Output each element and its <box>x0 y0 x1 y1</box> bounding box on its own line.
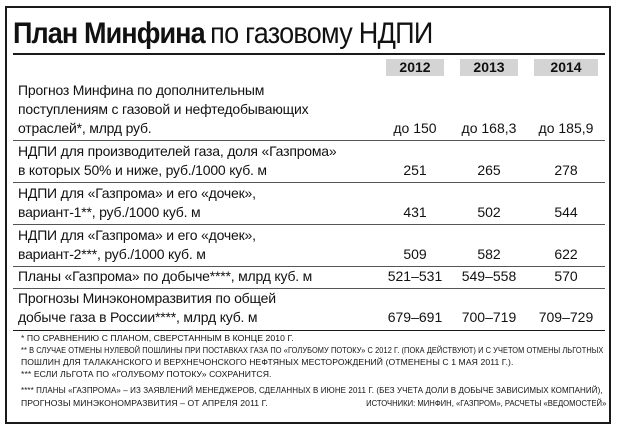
row-label-line: НДПИ для «Газпрома» и его «дочек», <box>18 227 256 243</box>
value-cell: 265 <box>477 162 501 178</box>
year-header-2012: 2012 <box>386 59 444 76</box>
value-cell: 502 <box>477 204 501 220</box>
title-rule <box>13 53 605 55</box>
row-label <box>18 81 308 138</box>
value-cell: 509 <box>403 246 427 262</box>
row-label <box>18 289 276 327</box>
row-label-line: в которых 50% и ниже, руб./1000 куб. м <box>18 162 267 178</box>
year-header-2013: 2013 <box>460 59 518 76</box>
footnote: ПРОГНОЗЫ МИНЭКОНОМРАЗВИТИЯ – ОТ АПРЕЛЯ 2011 Г. <box>21 398 268 408</box>
row-label-line: отраслей*, млрд руб. <box>18 120 152 136</box>
value-cell: до 185,9 <box>538 120 594 136</box>
row-label <box>18 184 256 222</box>
value-cell: 549–558 <box>461 268 517 284</box>
value-cell: 679–691 <box>387 309 443 325</box>
value-cell: 709–729 <box>538 309 594 325</box>
footnotes-rule <box>13 330 605 331</box>
footnote: ПОШЛИН ДЛЯ ТАЛАКАНСКОГО И ВЕРХНЕЧОНСКОГО НЕФТЯНЫХ МЕСТОРОЖДЕНИЙ (ОТМЕНЕНЫ С 1 МАЯ 2011 Г.). <box>21 357 514 367</box>
value-cell: 622 <box>554 246 578 262</box>
sources-line: ИСТОЧНИКИ: МИНФИН, «ГАЗПРОМ», РАСЧЕТЫ «ВЕДОМОСТЕЙ» <box>365 398 606 408</box>
row-divider <box>13 224 605 225</box>
value-cell: 521–531 <box>387 268 443 284</box>
footnote: **** ПЛАНЫ «ГАЗПРОМА» – ИЗ ЗАЯВЛЕНИЙ МЕНЕДЖЕРОВ, СДЕЛАННЫХ В ИЮНЕ 2011 Г. (БЕЗ УЧЕТА ДОЛИ В ДОБЫЧЕ ЗАВИСИМЫХ КОМПАНИЙ), <box>21 385 603 395</box>
value-cell: 251 <box>403 162 427 178</box>
row-label <box>18 226 256 264</box>
value-cell: 278 <box>554 162 578 178</box>
year-header-2014: 2014 <box>534 59 598 76</box>
value-cell: 570 <box>554 268 578 284</box>
row-label-line: поступлениям с газовой и нефтедобывающих <box>18 101 309 117</box>
value-cell: 431 <box>403 204 427 220</box>
row-label <box>18 142 336 180</box>
footnote: * ПО СРАВНЕНИЮ С ПЛАНОМ, СВЕРСТАННЫМ В КОНЦЕ 2010 Г. <box>21 333 294 343</box>
footnote: *** ЕСЛИ ЛЬГОТА ПО «ГОЛУБОМУ ПОТОКУ» СОХРАНИТСЯ. <box>21 369 272 379</box>
row-divider <box>13 182 605 183</box>
row-label-line: Планы «Газпрома» по добыче****, млрд куб. м <box>18 268 313 284</box>
value-cell: 544 <box>554 204 578 220</box>
table-title <box>13 17 433 51</box>
value-cell: 582 <box>477 246 501 262</box>
row-label-line: Прогнозы Минэкономразвития по общей <box>18 290 276 306</box>
row-label-line: вариант-2***, руб./1000 куб. м <box>18 246 206 262</box>
row-label <box>18 267 312 286</box>
footnote: ** В СЛУЧАЕ ОТМЕНЫ НУЛЕВОЙ ПОШЛИНЫ ПРИ ПОСТАВКАХ ГАЗА ПО «ГОЛУБОМУ ПОТОКУ» С 2012 Г. (ПОКА ДЕЙСТВУЮТ) И С УЧЕТОМ ОТМЕНЫ ЛЬГОТНЫХ <box>21 345 604 355</box>
row-label-line: добыче газа в России****, млрд куб. м <box>18 309 258 325</box>
row-label-line: вариант-1**, руб./1000 куб. м <box>18 204 201 220</box>
row-label-line: НДПИ для «Газпрома» и его «дочек», <box>18 185 256 201</box>
row-label-line: НДПИ для производителей газа, доля «Газпрома» <box>18 143 337 159</box>
title-bold: План Минфина <box>13 17 205 50</box>
title-light: по газовому НДПИ <box>210 17 433 50</box>
value-cell: до 150 <box>393 120 437 136</box>
row-label-line: Прогноз Минфина по дополнительным <box>18 82 265 98</box>
row-divider <box>13 140 605 141</box>
value-cell: 700–719 <box>461 309 517 325</box>
value-cell: до 168,3 <box>461 120 517 136</box>
